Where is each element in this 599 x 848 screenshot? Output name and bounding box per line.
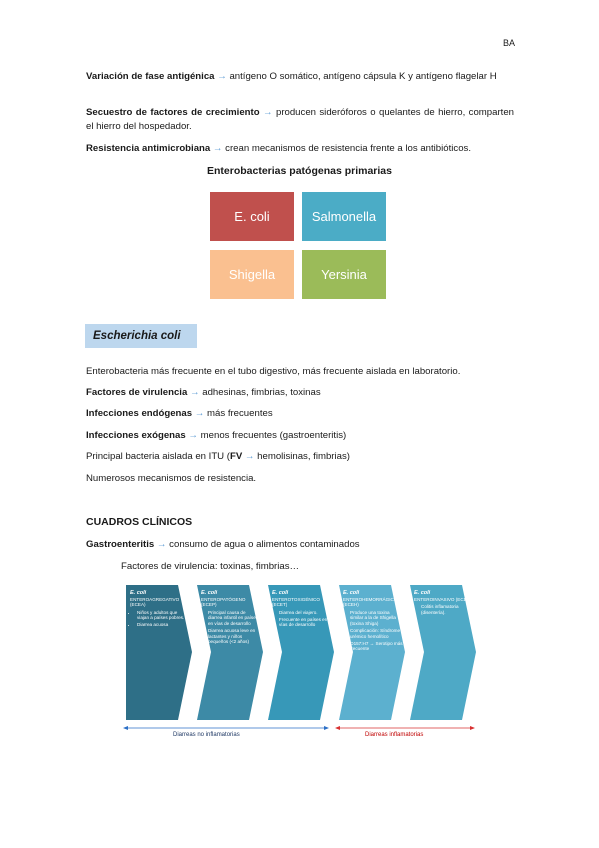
card-bullets: [201, 610, 261, 645]
heading-clinical: CUADROS CLÍNICOS: [86, 516, 193, 528]
definition: antígeno O somático, antígeno cápsula K y antígeno flagelar H: [226, 71, 497, 82]
term: Factores de virulencia: [86, 387, 188, 398]
card-organism: E. coli: [343, 590, 360, 596]
pathotype-card: [126, 585, 192, 720]
card-organism: E. coli: [130, 590, 147, 596]
arrow-icon: →: [188, 430, 198, 441]
card-organism: E. coli: [414, 590, 431, 596]
ecoli-line-5: [86, 450, 514, 464]
ecoli-line-1: [86, 365, 514, 379]
legend-non-inflammatory: Diarreas no inflamatorias: [173, 732, 240, 738]
term: Infecciones endógenas: [86, 408, 193, 419]
box-ecoli: E. coli: [210, 192, 294, 241]
card-pathotype: ENTEROAGREGATIVO (ECEA): [130, 596, 180, 608]
pathotype-card: [339, 585, 405, 720]
card-bullet: • Diarrea del viajero.: [279, 610, 332, 616]
box-yersinia: Yersinia: [302, 250, 386, 299]
box-shigella: Shigella: [210, 250, 294, 299]
definition: producen sideróforos o quelantes de hierro, comparten el hierro del hospedador.: [86, 107, 514, 132]
text: hemolisinas, fimbrias): [254, 451, 350, 462]
card-pathotype: ENTEROINVASIVO (ECEI): [414, 596, 470, 602]
card-text: [268, 585, 332, 630]
text: más frecuentes: [204, 408, 273, 419]
pathotype-card: [197, 585, 263, 720]
virulence-factors-line: Factores de virulencia: toxinas, fimbrias…: [121, 561, 300, 572]
diagram-caption: Enterobacterias patógenas primarias: [207, 165, 392, 177]
card-bullet: • Niños y adultos que viajan a países pobres.: [137, 610, 190, 621]
card-pathotype: ENTEROPATÓGENO (ECEP): [201, 596, 246, 608]
card-pathotype: ENTEROHEMORRÁGICO (ECEH): [343, 596, 398, 608]
card-bullets: [343, 610, 403, 652]
text: adhesinas, fimbrias, toxinas: [199, 387, 321, 398]
arrow-icon: →: [156, 539, 167, 550]
paragraph-phase-variation: [86, 70, 514, 84]
term: Secuestro de factores de crecimiento: [86, 107, 260, 118]
paragraph-antimicrobial-resistance: [86, 142, 514, 156]
arrow-icon: →: [244, 451, 255, 462]
card-text: [339, 585, 403, 653]
text: Numerosos mecanismos de resistencia.: [86, 473, 257, 484]
card-bullet: • Complicación: Síndrome urémico hemolítico: [350, 628, 403, 639]
text: Principal bacteria aislada en ITU (: [86, 451, 230, 462]
ecoli-line-6: [86, 472, 514, 486]
paragraph-growth-factors: [86, 106, 514, 134]
arrow-icon: →: [262, 107, 273, 118]
card-bullet: • Principal causa de diarrea infantil en países en vías de desarrollo: [208, 610, 261, 627]
card-bullet: • Frecuente en países en vías de desarrollo: [279, 617, 332, 628]
card-bullet: • Diarrea acuosa: [137, 622, 190, 628]
definition: crean mecanismos de resistencia frente a los antibióticos.: [222, 143, 471, 154]
pathotype-card: [268, 585, 334, 720]
card-organism: E. coli: [201, 590, 218, 596]
card-bullet: • Produce una toxina similar a la de Shigella (toxina Shiga): [350, 610, 403, 627]
card-text: [410, 585, 474, 617]
gastroenteritis-line: [86, 538, 514, 552]
term: Variación de fase antigénica: [86, 71, 215, 82]
legend-inflammatory: Diarreas inflamatorias: [365, 732, 424, 738]
card-text: [126, 585, 190, 630]
header-initials: BA: [502, 38, 515, 48]
arrow-icon: →: [189, 387, 200, 398]
term: FV: [229, 451, 243, 462]
term: Resistencia antimicrobiana: [86, 143, 211, 154]
section-title-ecoli: Escherichia coli: [85, 324, 197, 348]
card-organism: E. coli: [272, 590, 289, 596]
legend-arrowhead-left: [123, 726, 128, 730]
term: Gastroenteritis: [86, 539, 155, 550]
legend-arrowhead-right: [335, 726, 340, 730]
text: menos frecuentes (gastroenteritis): [197, 430, 347, 441]
card-bullets: [130, 610, 190, 628]
text: Enterobacteria más frecuente en el tubo digestivo, más frecuente aislada en laboratorio.: [86, 366, 461, 377]
legend-arrowhead-left-end: [324, 726, 329, 730]
card-bullets: [272, 610, 332, 628]
pathotype-card: [410, 585, 476, 720]
card-bullet: • Colitis inflamatoria (disentería).: [421, 604, 474, 615]
ecoli-line-2: [86, 386, 514, 400]
box-salmonella: Salmonella: [302, 192, 386, 241]
legend-arrowhead-right-end: [470, 726, 475, 730]
card-text: [197, 585, 261, 646]
card-pathotype: ENTEROTOXIGÉNICO (ECET): [272, 596, 320, 608]
arrow-icon: →: [212, 143, 223, 154]
card-bullets: [414, 604, 474, 615]
arrow-icon: →: [217, 71, 227, 82]
ecoli-line-4: [86, 429, 514, 443]
card-bullet: • O157:H7 → Serotipo más frecuente: [350, 641, 403, 652]
text: consumo de agua o alimentos contaminados: [166, 539, 360, 550]
card-bullet: • Diarrea acuosa leve en lactantes y niños pequeños (<2 años): [208, 628, 261, 645]
arrow-icon: →: [194, 408, 205, 419]
ecoli-line-3: [86, 407, 514, 421]
term: Infecciones exógenas: [86, 430, 186, 441]
